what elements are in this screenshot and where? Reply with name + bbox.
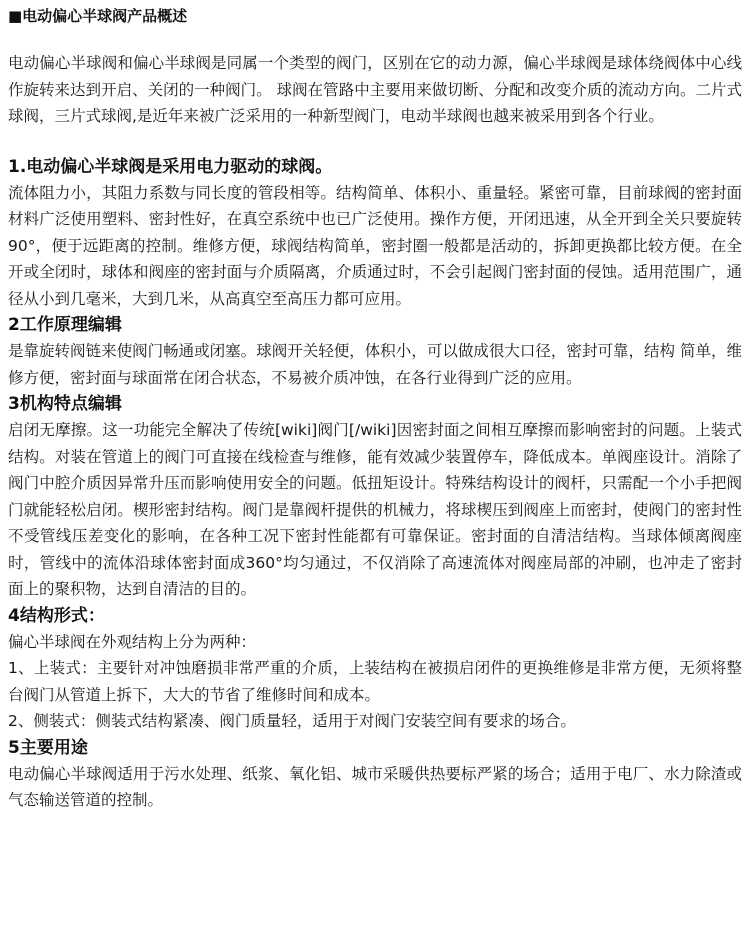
section-paragraph: 电动偏心半球阀适用于污水处理、纸浆、氧化铝、城市采暖供热要标严紧的场合；适用于电厂、水力除渣或气态输送管道的控制。 xyxy=(8,764,742,809)
section-heading: 5主要用途 xyxy=(8,737,88,758)
section-heading: 3机构特点编辑 xyxy=(8,394,122,414)
intro-paragraph: 电动偏心半球阀和偏心半球阀是同属一个类型的阀门，区别在它的动力源，偏心半球阀是球体绕阀体中心线作旋转来达到开启、关闭的一种阀门。 球阀在管路中主要用来做切断、分配和改变介质的流动方向。二片式球阀，三片式球阀,是近年来被广泛采用的一种新型阀门，电动半球阀也越来被采用到各个行业。 xyxy=(8,54,742,125)
section-working-principle xyxy=(8,312,742,391)
section-heading: 4结构形式： xyxy=(8,605,105,626)
section-structure-types xyxy=(8,603,742,735)
document-title: ■电动偏心半球阀产品概述 xyxy=(8,7,188,25)
section-electric-drive xyxy=(8,154,742,313)
section-paragraph: 偏心半球阀在外观结构上分为两种： xyxy=(8,632,257,651)
section-main-uses xyxy=(8,735,742,814)
section-paragraph: 流体阻力小，其阻力系数与同长度的管段相等。结构简单、体积小、重量轻。紧密可靠，目前球阀的密封面材料广泛使用塑料、密封性好，在真空系统中也已广泛使用。操作方便，开闭迅速，从全开到全关只要旋转90°，便于远距离的控制。维修方便，球阀结构简单，密封圈一般都是活动的，拆卸更换都比较方便。在全开或全闭时，球体和阀座的密封面与介质隔离，介质通过时，不会引起阀门密封面的侵蚀。适用范围广，通径从小到几毫米，大到几米，从高真空至高压力都可应用。 xyxy=(8,183,742,308)
section-heading: 2工作原理编辑 xyxy=(8,315,122,335)
section-heading: 1.电动偏心半球阀是采用电力驱动的球阀。 xyxy=(8,156,333,177)
section-paragraph: 2、侧装式：侧装式结构紧凑、阀门质量轻，适用于对阀门安装空间有要求的场合。 xyxy=(8,712,576,730)
section-paragraph: 1、上装式：主要针对冲蚀磨损非常严重的介质，上装结构在被损启闭件的更换维修是非常方便，无须将整台阀门从管道上拆下，大大的节省了维修时间和成本。 xyxy=(8,659,742,704)
section-paragraph: 是靠旋转阀链来使阀门畅通或闭塞。球阀开关轻便，体积小，可以做成很大口径，密封可靠，结构 简单，维修方便，密封面与球面常在闭合状态，不易被介质冲蚀，在各行业得到广泛的应用。 xyxy=(8,342,742,387)
section-paragraph: 启闭无摩擦。这一功能完全解决了传统[wiki]阀门[/wiki]因密封面之间相互摩擦而影响密封的问题。上装式结构。对装在管道上的阀门可直接在线检查与维修，能有效减少装置停车，降低成本。单阀座设计。消除了阀门中腔介质因异常升压而影响使用安全的问题。低扭矩设计。特殊结构设计的阀杆，只需配一个小手把阀门就能轻松启闭。楔形密封结构。阀门是靠阀杆提供的机械力，将球楔压到阀座上而密封，使阀门的密封性不受管线压差变化的影响，在各种工况下密封性能都有可靠保证。密封面的自清洁结构。当球体倾离阀座时，管线中的流体沿球体密封面成360°均匀通过，不仅消除了高速流体对阀座局部的冲刷，也冲走了密封面上的聚积物，达到自清洁的目的。 xyxy=(8,421,742,598)
section-mechanism-features xyxy=(8,391,742,603)
